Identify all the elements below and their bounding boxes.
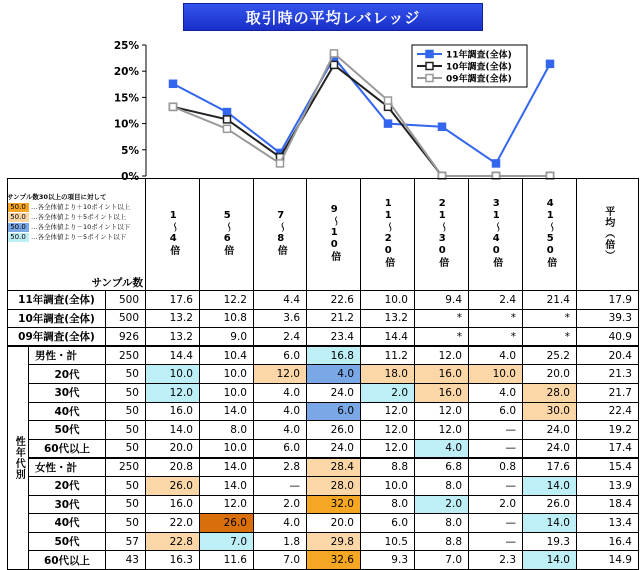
row-label: 30代 [29,383,106,402]
data-point [224,125,231,132]
data-point [547,60,554,67]
data-cell: 14.0 [200,458,254,477]
data-cell: 16.0 [415,365,469,384]
data-cell: 17.6 [523,458,577,477]
data-point [493,160,500,167]
data-cell: 22.8 [146,532,200,551]
data-cell: 6.0 [469,402,523,421]
data-cell: 2.4 [254,328,307,347]
data-cell: 12.2 [200,291,254,310]
data-cell: * [523,328,577,347]
data-cell: 2.4 [469,291,523,310]
column-header [415,179,469,291]
data-cell: 28.0 [307,476,361,495]
sample-size: 250 [106,458,146,477]
data-cell: 3.6 [254,309,307,328]
data-cell: 8.8 [361,458,415,477]
data-cell: 8.0 [415,476,469,495]
data-cell: 20.0 [523,365,577,384]
row-label: 11年調査(全体) [8,291,106,310]
table-row [8,458,639,477]
legend-marker [426,75,433,82]
data-cell: 8.0 [415,514,469,533]
data-cell: 30.0 [523,402,577,421]
legend-label: 10年調査(全体) [446,62,512,73]
data-cell: 26.0 [200,514,254,533]
data-cell: 39.3 [577,309,639,328]
data-cell: * [469,309,523,328]
data-cell: 13.9 [577,476,639,495]
data-cell: 12.0 [415,346,469,365]
data-cell: — [254,476,307,495]
data-cell: 25.2 [523,346,577,365]
data-cell: 10.0 [200,383,254,402]
column-header [200,179,254,291]
column-header [361,179,415,291]
sample-size: 250 [106,346,146,365]
data-cell: 19.2 [577,421,639,440]
data-cell: 6.0 [361,514,415,533]
data-cell: 24.0 [307,383,361,402]
y-tick-label: 5% [121,144,139,157]
y-tick-label: 20% [113,66,139,79]
table-row [8,476,639,495]
data-cell: 26.0 [307,421,361,440]
data-cell: 12.0 [200,495,254,514]
table-row [8,532,639,551]
data-cell: 4.0 [254,421,307,440]
table-row [8,402,639,421]
column-header [523,179,577,291]
data-cell: 20.4 [577,346,639,365]
data-cell: — [469,476,523,495]
column-header [307,179,361,291]
column-header-label: 平均（倍） [602,205,614,261]
data-cell: 19.3 [523,532,577,551]
data-cell: 4.0 [415,439,469,458]
highlight-swatch: 50.0 [7,213,29,222]
data-cell: 23.4 [307,328,361,347]
data-cell: 10.0 [361,476,415,495]
sample-size: 50 [106,514,146,533]
data-cell: 10.8 [200,309,254,328]
highlight-swatch: 50.0 [7,223,29,232]
data-cell: 16.0 [146,495,200,514]
data-cell: 17.4 [577,439,639,458]
data-cell: 7.0 [254,551,307,570]
data-cell: 4.0 [254,383,307,402]
table-row [8,439,639,458]
data-cell: 18.4 [577,495,639,514]
row-label: 40代 [29,402,106,421]
table-header-row [8,179,639,291]
data-cell: 13.2 [146,309,200,328]
data-cell: 14.4 [361,328,415,347]
row-label: 20代 [29,365,106,384]
highlight-swatch: 50.0 [7,203,29,212]
data-cell: 17.9 [577,291,639,310]
data-cell: 16.0 [146,402,200,421]
legend-label: 11年調査(全体) [446,50,512,61]
legend-label: 09年調査(全体) [446,74,512,85]
sample-size: 500 [106,309,146,328]
data-cell: 32.0 [307,495,361,514]
data-point [224,116,231,123]
sample-size: 50 [106,402,146,421]
legend-marker [426,63,433,70]
data-cell: 16.0 [415,383,469,402]
data-cell: 24.0 [523,421,577,440]
data-cell: 2.3 [469,551,523,570]
data-cell: 17.6 [146,291,200,310]
data-cell: 14.4 [146,346,200,365]
data-cell: 6.0 [254,439,307,458]
highlight-legend-text: …各全体値より＋10ポイント以上 [31,203,131,212]
data-cell: 13.2 [146,328,200,347]
data-cell: 10.0 [200,439,254,458]
line-chart [0,0,640,180]
data-point [385,97,392,104]
column-header-label: 9〜10倍 [328,204,340,262]
data-cell: 2.0 [469,495,523,514]
column-header-label: 11〜20倍 [382,198,394,268]
data-cell: 13.2 [361,309,415,328]
row-label: 60代以上 [29,551,106,570]
data-cell: 20.0 [307,514,361,533]
data-cell: 40.9 [577,328,639,347]
data-cell: 10.0 [146,365,200,384]
data-cell: 29.8 [307,532,361,551]
data-cell: 6.0 [254,346,307,365]
data-cell: 4.0 [254,402,307,421]
y-tick-label: 15% [113,92,139,105]
highlight-legend-title: サンプル数30以上の項目に対して [7,193,107,201]
row-label: 女性・計 [29,458,106,477]
row-label: 60代以上 [29,439,106,458]
data-cell: * [469,328,523,347]
highlight-legend-text: …各全体値より－5ポイント以下 [31,233,127,242]
data-cell: 6.0 [307,402,361,421]
sample-size: 50 [106,421,146,440]
highlight-swatch: 50.0 [7,233,29,242]
data-cell: — [469,439,523,458]
highlight-legend-text: …各全体値より－10ポイント以下 [31,223,131,232]
data-point [439,123,446,130]
data-cell: 4.0 [469,383,523,402]
data-cell: 4.0 [254,514,307,533]
data-cell: * [415,309,469,328]
row-label: 50代 [29,532,106,551]
y-tick-label: 25% [113,40,139,52]
data-cell: 12.0 [361,439,415,458]
data-cell: 14.0 [523,476,577,495]
data-cell: 32.6 [307,551,361,570]
sample-size: 50 [106,476,146,495]
column-header-label: 5〜6倍 [221,210,233,256]
column-header-label: 1〜4倍 [167,210,179,256]
data-cell: 11.2 [361,346,415,365]
sample-size: 50 [106,495,146,514]
data-cell: 15.4 [577,458,639,477]
data-cell: 12.0 [361,402,415,421]
column-header [146,179,200,291]
data-point [170,103,177,110]
data-cell: 10.5 [361,532,415,551]
data-cell: 8.8 [415,532,469,551]
data-cell: 16.4 [577,532,639,551]
table-row [8,365,639,384]
table-row [8,551,639,570]
legend-marker [426,51,433,58]
table-row [8,291,639,310]
data-cell: 14.0 [523,514,577,533]
data-cell: 14.0 [146,421,200,440]
data-cell: 18.0 [361,365,415,384]
sample-size: 50 [106,365,146,384]
data-cell: 22.6 [307,291,361,310]
data-cell: 14.0 [200,476,254,495]
data-cell: 14.0 [523,551,577,570]
data-cell: 21.4 [523,291,577,310]
sample-size: 43 [106,551,146,570]
data-cell: 2.0 [361,383,415,402]
data-cell: 16.8 [307,346,361,365]
column-header-label: 7〜8倍 [275,210,287,256]
table-row [8,383,639,402]
row-label: 09年調査(全体) [8,328,106,347]
y-tick-label: 0% [121,171,139,180]
data-cell: 10.0 [200,365,254,384]
data-cell: 20.0 [146,439,200,458]
data-point [224,109,231,116]
sample-size: 50 [106,439,146,458]
sample-size: 50 [106,383,146,402]
row-label: 男性・計 [29,346,106,365]
data-cell: 9.3 [361,551,415,570]
data-cell: 9.0 [200,328,254,347]
data-cell: 4.4 [254,291,307,310]
data-cell: 1.8 [254,532,307,551]
data-cell: 11.6 [200,551,254,570]
data-cell: 28.4 [307,458,361,477]
data-point [277,160,284,167]
header-legend-cell [8,179,146,291]
data-cell: 24.0 [307,439,361,458]
data-point [170,80,177,87]
data-cell: 12.0 [415,402,469,421]
row-label: 30代 [29,495,106,514]
data-cell: * [415,328,469,347]
column-header [577,179,639,291]
row-label: 40代 [29,514,106,533]
data-cell: 4.0 [307,365,361,384]
data-cell: 28.0 [523,383,577,402]
data-cell: 14.9 [577,551,639,570]
data-cell: 12.0 [254,365,307,384]
data-cell: 0.8 [469,458,523,477]
data-cell: 2.8 [254,458,307,477]
data-cell: 6.8 [415,458,469,477]
data-point [331,61,338,68]
data-cell: 7.0 [200,532,254,551]
data-point [331,50,338,57]
data-cell: 12.0 [415,421,469,440]
data-cell: 21.3 [577,365,639,384]
table-row [8,328,639,347]
sample-size-header: サンプル数 [91,277,143,289]
data-cell: 9.4 [415,291,469,310]
sample-size: 500 [106,291,146,310]
column-header [469,179,523,291]
data-cell: 12.0 [361,421,415,440]
row-label: 50代 [29,421,106,440]
data-cell: 21.7 [577,383,639,402]
column-header-label: 41〜50倍 [544,198,556,268]
data-cell: — [469,421,523,440]
data-cell: 24.0 [523,439,577,458]
table-row [8,495,639,514]
highlight-legend-text: …各全体値より＋5ポイント以上 [31,213,127,222]
data-cell: 16.3 [146,551,200,570]
data-cell: 22.0 [146,514,200,533]
data-cell: — [469,532,523,551]
data-cell: 21.2 [307,309,361,328]
data-cell: 26.0 [146,476,200,495]
data-cell: 13.4 [577,514,639,533]
data-cell: 10.0 [361,291,415,310]
row-label: 20代 [29,476,106,495]
column-header-label: 21〜30倍 [436,198,448,268]
data-cell: 20.8 [146,458,200,477]
data-cell: 2.0 [415,495,469,514]
data-cell: * [523,309,577,328]
data-cell: 12.0 [146,383,200,402]
table-row [8,514,639,533]
data-point [385,120,392,127]
sample-size: 57 [106,532,146,551]
data-cell: 10.4 [200,346,254,365]
data-table [7,178,639,570]
table-row [8,309,639,328]
data-cell: 7.0 [415,551,469,570]
data-cell: 8.0 [200,421,254,440]
chart-title: 取引時の平均レバレッジ [183,3,483,31]
data-cell: 8.0 [361,495,415,514]
data-cell: 10.0 [469,365,523,384]
column-header [254,179,307,291]
data-cell: 22.4 [577,402,639,421]
group-label-text: 性年代別 [13,436,25,481]
y-tick-label: 10% [113,118,139,131]
sample-size: 926 [106,328,146,347]
data-cell: 4.0 [469,346,523,365]
table-row [8,346,639,365]
data-cell: 2.0 [254,495,307,514]
data-cell: 26.0 [523,495,577,514]
data-cell: 14.0 [200,402,254,421]
data-cell: — [469,514,523,533]
group-label [8,346,29,569]
column-header-label: 31〜40倍 [490,198,502,268]
table-row [8,421,639,440]
row-label: 10年調査(全体) [8,309,106,328]
